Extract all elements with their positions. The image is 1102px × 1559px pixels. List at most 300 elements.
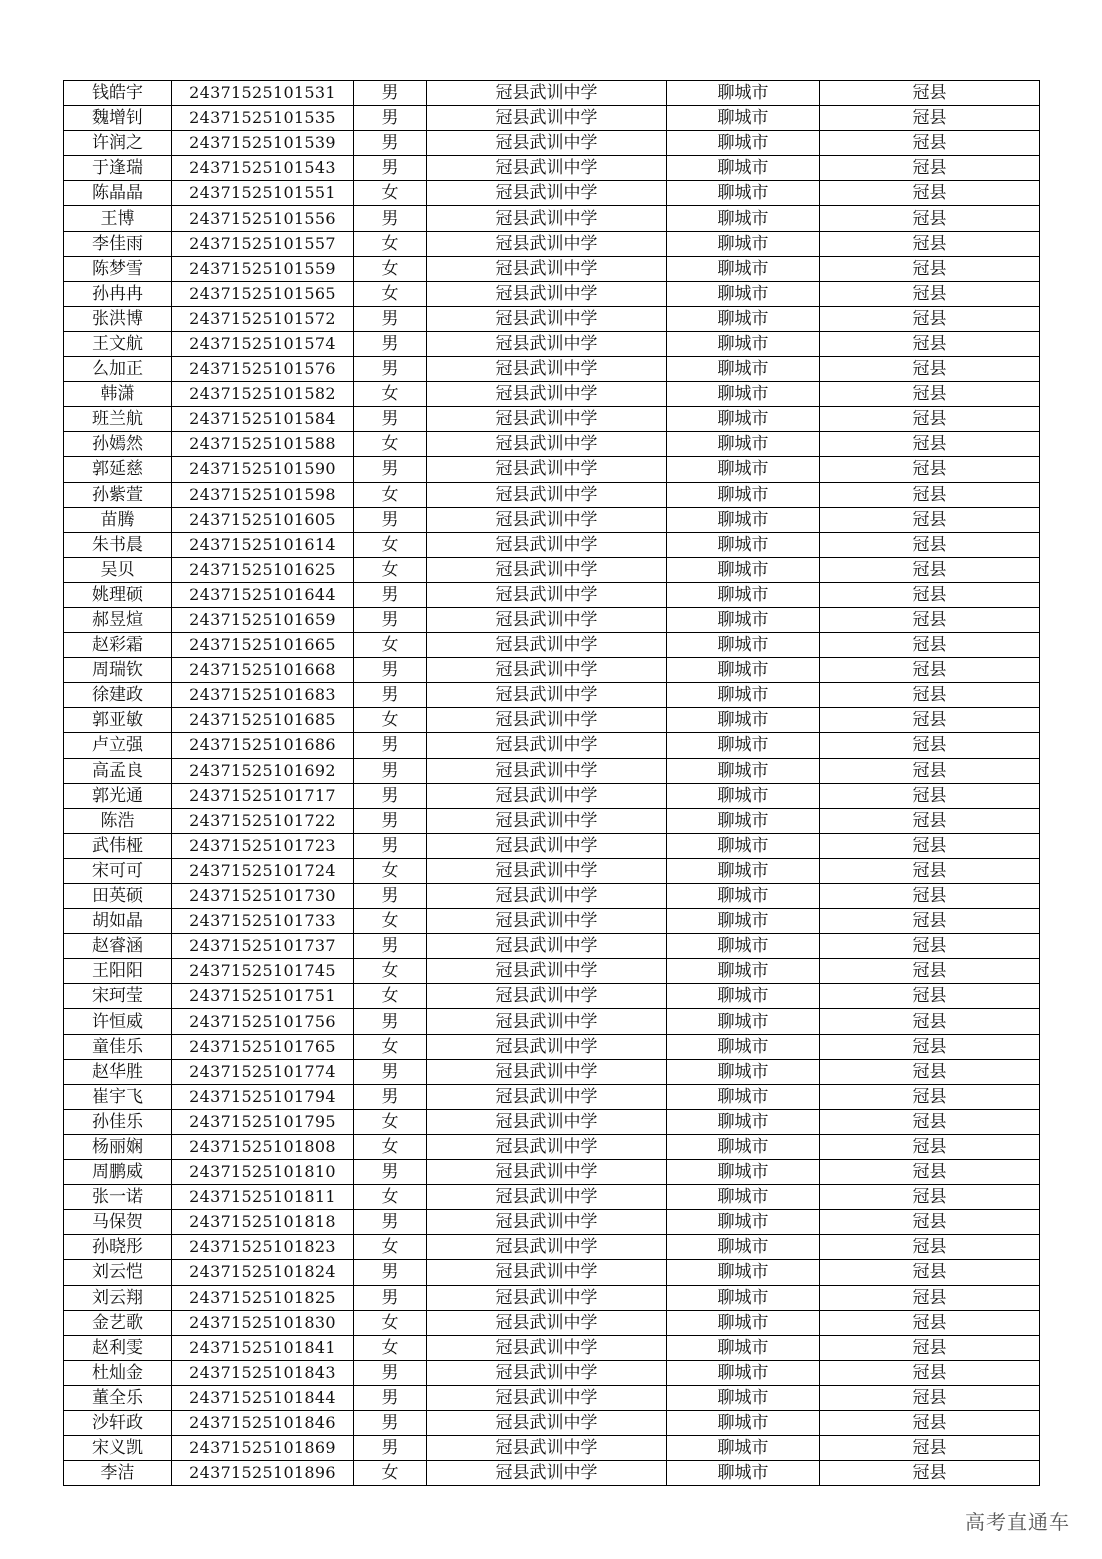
- city-cell: 聊城市: [667, 833, 820, 858]
- table-row: [64, 1385, 1040, 1410]
- gender-cell: 男: [354, 507, 427, 532]
- name-cell: 吴贝: [64, 557, 172, 582]
- name-cell: 于逢瑞: [64, 156, 172, 181]
- gender-cell: 男: [354, 357, 427, 382]
- county-cell: 冠县: [820, 81, 1040, 106]
- exam-id-cell: 24371525101841: [172, 1335, 354, 1360]
- county-cell: 冠县: [820, 1134, 1040, 1159]
- gender-cell: 男: [354, 331, 427, 356]
- name-cell: 孙冉冉: [64, 281, 172, 306]
- exam-id-cell: 24371525101625: [172, 557, 354, 582]
- exam-id-cell: 24371525101572: [172, 306, 354, 331]
- name-cell: 杜灿金: [64, 1360, 172, 1385]
- exam-id-cell: 24371525101730: [172, 884, 354, 909]
- city-cell: 聊城市: [667, 181, 820, 206]
- admission-table: [63, 80, 1040, 1486]
- name-cell: 王博: [64, 206, 172, 231]
- city-cell: 聊城市: [667, 1410, 820, 1435]
- school-cell: 冠县武训中学: [427, 708, 667, 733]
- school-cell: 冠县武训中学: [427, 1385, 667, 1410]
- school-cell: 冠县武训中学: [427, 281, 667, 306]
- city-cell: 聊城市: [667, 1109, 820, 1134]
- school-cell: 冠县武训中学: [427, 432, 667, 457]
- gender-cell: 男: [354, 306, 427, 331]
- name-cell: 杨丽娴: [64, 1134, 172, 1159]
- school-cell: 冠县武训中学: [427, 1084, 667, 1109]
- name-cell: 周瑞钦: [64, 658, 172, 683]
- gender-cell: 男: [354, 607, 427, 632]
- gender-cell: 男: [354, 131, 427, 156]
- table-row: [64, 281, 1040, 306]
- county-cell: 冠县: [820, 833, 1040, 858]
- exam-id-cell: 24371525101794: [172, 1084, 354, 1109]
- county-cell: 冠县: [820, 984, 1040, 1009]
- table-row: [64, 181, 1040, 206]
- exam-id-cell: 24371525101559: [172, 256, 354, 281]
- name-cell: 许恒威: [64, 1009, 172, 1034]
- name-cell: 沙轩政: [64, 1410, 172, 1435]
- city-cell: 聊城市: [667, 959, 820, 984]
- gender-cell: 男: [354, 934, 427, 959]
- county-cell: 冠县: [820, 1310, 1040, 1335]
- gender-cell: 女: [354, 909, 427, 934]
- county-cell: 冠县: [820, 231, 1040, 256]
- gender-cell: 女: [354, 959, 427, 984]
- exam-id-cell: 24371525101808: [172, 1134, 354, 1159]
- city-cell: 聊城市: [667, 1210, 820, 1235]
- school-cell: 冠县武训中学: [427, 1134, 667, 1159]
- gender-cell: 男: [354, 1059, 427, 1084]
- table-row: [64, 984, 1040, 1009]
- name-cell: 郭亚敏: [64, 708, 172, 733]
- exam-id-cell: 24371525101844: [172, 1385, 354, 1410]
- city-cell: 聊城市: [667, 1260, 820, 1285]
- name-cell: 马保贺: [64, 1210, 172, 1235]
- county-cell: 冠县: [820, 281, 1040, 306]
- table-row: [64, 1034, 1040, 1059]
- gender-cell: 女: [354, 557, 427, 582]
- county-cell: 冠县: [820, 206, 1040, 231]
- gender-cell: 男: [354, 783, 427, 808]
- school-cell: 冠县武训中学: [427, 1335, 667, 1360]
- table-row: [64, 256, 1040, 281]
- gender-cell: 男: [354, 658, 427, 683]
- table-row: [64, 557, 1040, 582]
- city-cell: 聊城市: [667, 783, 820, 808]
- name-cell: 陈浩: [64, 808, 172, 833]
- exam-id-cell: 24371525101614: [172, 532, 354, 557]
- city-cell: 聊城市: [667, 256, 820, 281]
- table-row: [64, 532, 1040, 557]
- table-row: [64, 1210, 1040, 1235]
- county-cell: 冠县: [820, 507, 1040, 532]
- name-cell: 徐建政: [64, 683, 172, 708]
- table-row: [64, 708, 1040, 733]
- name-cell: 陈晶晶: [64, 181, 172, 206]
- exam-id-cell: 24371525101810: [172, 1160, 354, 1185]
- exam-id-cell: 24371525101551: [172, 181, 354, 206]
- school-cell: 冠县武训中学: [427, 858, 667, 883]
- table-row: [64, 1160, 1040, 1185]
- name-cell: 张洪博: [64, 306, 172, 331]
- school-cell: 冠县武训中学: [427, 1034, 667, 1059]
- exam-id-cell: 24371525101722: [172, 808, 354, 833]
- table-row: [64, 357, 1040, 382]
- city-cell: 聊城市: [667, 683, 820, 708]
- school-cell: 冠县武训中学: [427, 909, 667, 934]
- gender-cell: 男: [354, 156, 427, 181]
- table-row: [64, 457, 1040, 482]
- county-cell: 冠县: [820, 1410, 1040, 1435]
- name-cell: 魏增钊: [64, 106, 172, 131]
- city-cell: 聊城市: [667, 733, 820, 758]
- school-cell: 冠县武训中学: [427, 1285, 667, 1310]
- school-cell: 冠县武训中学: [427, 1109, 667, 1134]
- name-cell: 孙紫萱: [64, 482, 172, 507]
- city-cell: 聊城市: [667, 557, 820, 582]
- county-cell: 冠县: [820, 1285, 1040, 1310]
- exam-id-cell: 24371525101588: [172, 432, 354, 457]
- exam-id-cell: 24371525101811: [172, 1185, 354, 1210]
- gender-cell: 男: [354, 683, 427, 708]
- exam-id-cell: 24371525101830: [172, 1310, 354, 1335]
- school-cell: 冠县武训中学: [427, 382, 667, 407]
- name-cell: 陈梦雪: [64, 256, 172, 281]
- school-cell: 冠县武训中学: [427, 683, 667, 708]
- gender-cell: 女: [354, 532, 427, 557]
- school-cell: 冠县武训中学: [427, 1310, 667, 1335]
- city-cell: 聊城市: [667, 206, 820, 231]
- table-row: [64, 1335, 1040, 1360]
- table-row: [64, 633, 1040, 658]
- exam-id-cell: 24371525101543: [172, 156, 354, 181]
- name-cell: 童佳乐: [64, 1034, 172, 1059]
- table-row: [64, 1009, 1040, 1034]
- city-cell: 聊城市: [667, 633, 820, 658]
- table-row: [64, 1084, 1040, 1109]
- watermark: 高考直通车: [965, 1510, 1070, 1534]
- city-cell: 聊城市: [667, 331, 820, 356]
- gender-cell: 男: [354, 808, 427, 833]
- city-cell: 聊城市: [667, 658, 820, 683]
- county-cell: 冠县: [820, 1109, 1040, 1134]
- table-row: [64, 808, 1040, 833]
- gender-cell: 女: [354, 181, 427, 206]
- gender-cell: 女: [354, 432, 427, 457]
- table-row: [64, 306, 1040, 331]
- table-row: [64, 733, 1040, 758]
- city-cell: 聊城市: [667, 357, 820, 382]
- school-cell: 冠县武训中学: [427, 507, 667, 532]
- county-cell: 冠县: [820, 382, 1040, 407]
- city-cell: 聊城市: [667, 457, 820, 482]
- school-cell: 冠县武训中学: [427, 407, 667, 432]
- gender-cell: 男: [354, 1360, 427, 1385]
- county-cell: 冠县: [820, 1360, 1040, 1385]
- city-cell: 聊城市: [667, 909, 820, 934]
- name-cell: 赵利雯: [64, 1335, 172, 1360]
- table-row: [64, 1310, 1040, 1335]
- table-row: [64, 1260, 1040, 1285]
- exam-id-cell: 24371525101733: [172, 909, 354, 934]
- name-cell: 班兰航: [64, 407, 172, 432]
- exam-id-cell: 24371525101818: [172, 1210, 354, 1235]
- exam-id-cell: 24371525101824: [172, 1260, 354, 1285]
- city-cell: 聊城市: [667, 382, 820, 407]
- school-cell: 冠县武训中学: [427, 808, 667, 833]
- county-cell: 冠县: [820, 532, 1040, 557]
- county-cell: 冠县: [820, 432, 1040, 457]
- school-cell: 冠县武训中学: [427, 357, 667, 382]
- county-cell: 冠县: [820, 733, 1040, 758]
- exam-id-cell: 24371525101751: [172, 984, 354, 1009]
- name-cell: 郭光通: [64, 783, 172, 808]
- exam-id-cell: 24371525101896: [172, 1461, 354, 1486]
- school-cell: 冠县武训中学: [427, 1410, 667, 1435]
- table-row: [64, 432, 1040, 457]
- table-row: [64, 131, 1040, 156]
- name-cell: 赵彩霜: [64, 633, 172, 658]
- exam-id-cell: 24371525101644: [172, 582, 354, 607]
- county-cell: 冠县: [820, 1084, 1040, 1109]
- school-cell: 冠县武训中学: [427, 306, 667, 331]
- gender-cell: 女: [354, 633, 427, 658]
- city-cell: 聊城市: [667, 507, 820, 532]
- county-cell: 冠县: [820, 557, 1040, 582]
- name-cell: 宋可可: [64, 858, 172, 883]
- exam-id-cell: 24371525101717: [172, 783, 354, 808]
- exam-id-cell: 24371525101737: [172, 934, 354, 959]
- gender-cell: 女: [354, 482, 427, 507]
- gender-cell: 女: [354, 256, 427, 281]
- county-cell: 冠县: [820, 633, 1040, 658]
- county-cell: 冠县: [820, 808, 1040, 833]
- table-row: [64, 407, 1040, 432]
- city-cell: 聊城市: [667, 1235, 820, 1260]
- gender-cell: 男: [354, 1385, 427, 1410]
- exam-id-cell: 24371525101683: [172, 683, 354, 708]
- school-cell: 冠县武训中学: [427, 607, 667, 632]
- table-row: [64, 1109, 1040, 1134]
- school-cell: 冠县武训中学: [427, 1185, 667, 1210]
- school-cell: 冠县武训中学: [427, 256, 667, 281]
- county-cell: 冠县: [820, 959, 1040, 984]
- exam-id-cell: 24371525101686: [172, 733, 354, 758]
- school-cell: 冠县武训中学: [427, 758, 667, 783]
- table-row: [64, 81, 1040, 106]
- exam-id-cell: 24371525101576: [172, 357, 354, 382]
- table-row: [64, 959, 1040, 984]
- school-cell: 冠县武训中学: [427, 1235, 667, 1260]
- school-cell: 冠县武训中学: [427, 131, 667, 156]
- table-row: [64, 934, 1040, 959]
- county-cell: 冠县: [820, 1260, 1040, 1285]
- gender-cell: 男: [354, 1009, 427, 1034]
- school-cell: 冠县武训中学: [427, 582, 667, 607]
- exam-id-cell: 24371525101843: [172, 1360, 354, 1385]
- table-row: [64, 382, 1040, 407]
- table-row: [64, 106, 1040, 131]
- table-row: [64, 1235, 1040, 1260]
- table-row: [64, 231, 1040, 256]
- school-cell: 冠县武训中学: [427, 1160, 667, 1185]
- city-cell: 聊城市: [667, 432, 820, 457]
- exam-id-cell: 24371525101869: [172, 1436, 354, 1461]
- exam-id-cell: 24371525101825: [172, 1285, 354, 1310]
- county-cell: 冠县: [820, 858, 1040, 883]
- name-cell: 金艺歌: [64, 1310, 172, 1335]
- name-cell: 董全乐: [64, 1385, 172, 1410]
- name-cell: 周鹏威: [64, 1160, 172, 1185]
- exam-id-cell: 24371525101539: [172, 131, 354, 156]
- exam-id-cell: 24371525101745: [172, 959, 354, 984]
- city-cell: 聊城市: [667, 808, 820, 833]
- name-cell: 么加正: [64, 357, 172, 382]
- table-body: [64, 81, 1040, 1486]
- exam-id-cell: 24371525101659: [172, 607, 354, 632]
- county-cell: 冠县: [820, 909, 1040, 934]
- city-cell: 聊城市: [667, 858, 820, 883]
- exam-id-cell: 24371525101692: [172, 758, 354, 783]
- table-row: [64, 1461, 1040, 1486]
- city-cell: 聊城市: [667, 1385, 820, 1410]
- admission-list: [63, 80, 1039, 1486]
- exam-id-cell: 24371525101535: [172, 106, 354, 131]
- name-cell: 王阳阳: [64, 959, 172, 984]
- county-cell: 冠县: [820, 783, 1040, 808]
- gender-cell: 男: [354, 733, 427, 758]
- city-cell: 聊城市: [667, 708, 820, 733]
- table-row: [64, 683, 1040, 708]
- name-cell: 韩潇: [64, 382, 172, 407]
- school-cell: 冠县武训中学: [427, 658, 667, 683]
- school-cell: 冠县武训中学: [427, 231, 667, 256]
- table-row: [64, 1360, 1040, 1385]
- gender-cell: 男: [354, 106, 427, 131]
- county-cell: 冠县: [820, 607, 1040, 632]
- county-cell: 冠县: [820, 331, 1040, 356]
- gender-cell: 男: [354, 833, 427, 858]
- table-row: [64, 1410, 1040, 1435]
- name-cell: 高孟良: [64, 758, 172, 783]
- name-cell: 孙佳乐: [64, 1109, 172, 1134]
- name-cell: 赵睿涵: [64, 934, 172, 959]
- exam-id-cell: 24371525101598: [172, 482, 354, 507]
- gender-cell: 女: [354, 984, 427, 1009]
- gender-cell: 女: [354, 1461, 427, 1486]
- school-cell: 冠县武训中学: [427, 833, 667, 858]
- county-cell: 冠县: [820, 683, 1040, 708]
- table-row: [64, 156, 1040, 181]
- gender-cell: 男: [354, 884, 427, 909]
- exam-id-cell: 24371525101565: [172, 281, 354, 306]
- gender-cell: 女: [354, 858, 427, 883]
- county-cell: 冠县: [820, 156, 1040, 181]
- school-cell: 冠县武训中学: [427, 181, 667, 206]
- school-cell: 冠县武训中学: [427, 733, 667, 758]
- gender-cell: 男: [354, 1210, 427, 1235]
- exam-id-cell: 24371525101823: [172, 1235, 354, 1260]
- city-cell: 聊城市: [667, 1310, 820, 1335]
- exam-id-cell: 24371525101556: [172, 206, 354, 231]
- gender-cell: 男: [354, 1160, 427, 1185]
- name-cell: 赵华胜: [64, 1059, 172, 1084]
- name-cell: 郝昱煊: [64, 607, 172, 632]
- county-cell: 冠县: [820, 1185, 1040, 1210]
- county-cell: 冠县: [820, 457, 1040, 482]
- school-cell: 冠县武训中学: [427, 482, 667, 507]
- gender-cell: 男: [354, 1285, 427, 1310]
- gender-cell: 男: [354, 1084, 427, 1109]
- name-cell: 宋珂莹: [64, 984, 172, 1009]
- city-cell: 聊城市: [667, 532, 820, 557]
- school-cell: 冠县武训中学: [427, 457, 667, 482]
- table-row: [64, 507, 1040, 532]
- name-cell: 王文航: [64, 331, 172, 356]
- county-cell: 冠县: [820, 884, 1040, 909]
- name-cell: 郭延慈: [64, 457, 172, 482]
- table-row: [64, 858, 1040, 883]
- name-cell: 姚理硕: [64, 582, 172, 607]
- county-cell: 冠县: [820, 482, 1040, 507]
- name-cell: 钱皓宇: [64, 81, 172, 106]
- gender-cell: 男: [354, 457, 427, 482]
- exam-id-cell: 24371525101846: [172, 1410, 354, 1435]
- name-cell: 李洁: [64, 1461, 172, 1486]
- city-cell: 聊城市: [667, 1134, 820, 1159]
- gender-cell: 男: [354, 758, 427, 783]
- city-cell: 聊城市: [667, 1084, 820, 1109]
- city-cell: 聊城市: [667, 231, 820, 256]
- school-cell: 冠县武训中学: [427, 106, 667, 131]
- name-cell: 崔宇飞: [64, 1084, 172, 1109]
- school-cell: 冠县武训中学: [427, 1360, 667, 1385]
- county-cell: 冠县: [820, 1385, 1040, 1410]
- school-cell: 冠县武训中学: [427, 156, 667, 181]
- exam-id-cell: 24371525101557: [172, 231, 354, 256]
- city-cell: 聊城市: [667, 758, 820, 783]
- county-cell: 冠县: [820, 407, 1040, 432]
- gender-cell: 男: [354, 1260, 427, 1285]
- city-cell: 聊城市: [667, 156, 820, 181]
- name-cell: 刘云恺: [64, 1260, 172, 1285]
- table-row: [64, 658, 1040, 683]
- gender-cell: 女: [354, 231, 427, 256]
- county-cell: 冠县: [820, 306, 1040, 331]
- school-cell: 冠县武训中学: [427, 1009, 667, 1034]
- gender-cell: 女: [354, 281, 427, 306]
- city-cell: 聊城市: [667, 407, 820, 432]
- gender-cell: 男: [354, 1410, 427, 1435]
- gender-cell: 男: [354, 206, 427, 231]
- name-cell: 孙晓彤: [64, 1235, 172, 1260]
- exam-id-cell: 24371525101724: [172, 858, 354, 883]
- city-cell: 聊城市: [667, 1436, 820, 1461]
- gender-cell: 女: [354, 1310, 427, 1335]
- school-cell: 冠县武训中学: [427, 984, 667, 1009]
- city-cell: 聊城市: [667, 1461, 820, 1486]
- school-cell: 冠县武训中学: [427, 783, 667, 808]
- exam-id-cell: 24371525101582: [172, 382, 354, 407]
- name-cell: 张一诺: [64, 1185, 172, 1210]
- exam-id-cell: 24371525101723: [172, 833, 354, 858]
- table-row: [64, 783, 1040, 808]
- table-row: [64, 884, 1040, 909]
- county-cell: 冠县: [820, 1059, 1040, 1084]
- city-cell: 聊城市: [667, 1360, 820, 1385]
- school-cell: 冠县武训中学: [427, 1260, 667, 1285]
- exam-id-cell: 24371525101605: [172, 507, 354, 532]
